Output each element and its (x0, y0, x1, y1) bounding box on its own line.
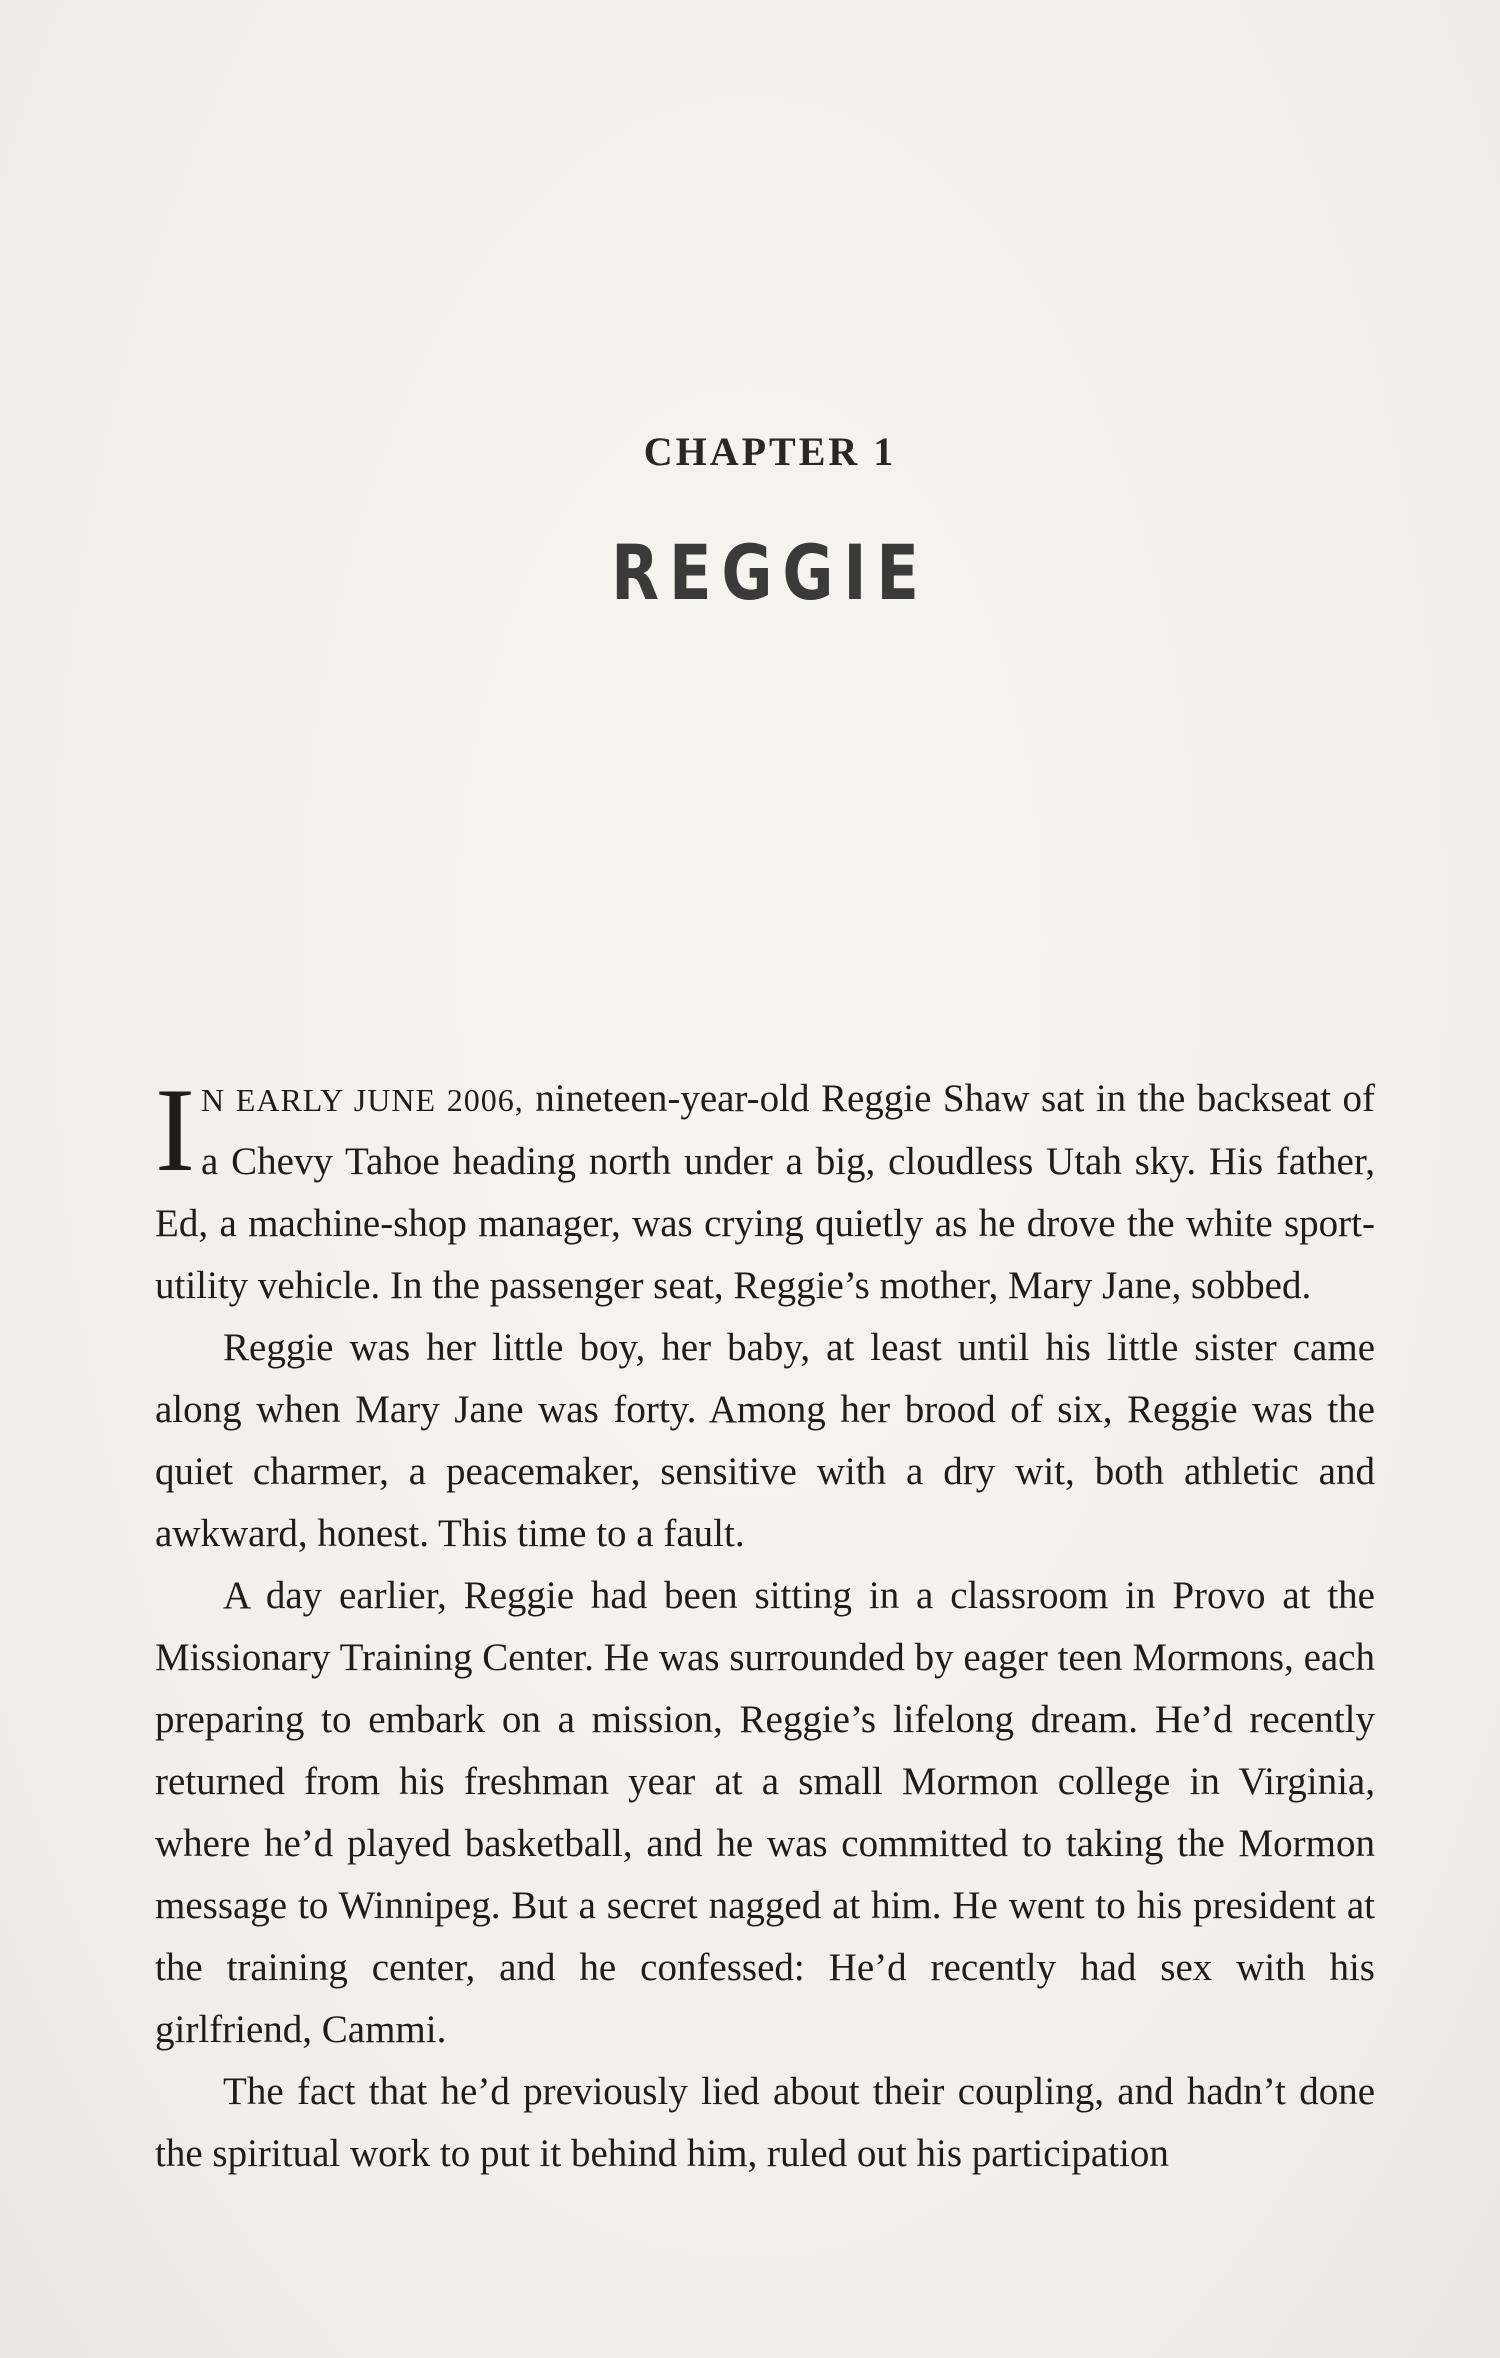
paragraph-1 (155, 1063, 1375, 1317)
chapter-label: CHAPTER 1 (643, 429, 897, 474)
drop-cap: I (155, 1063, 195, 1196)
chapter-title: REGGIE (611, 528, 929, 617)
paragraph-2: Reggie was her little boy, her baby, at least until his little sister came along when Mary Jane was forty. Among her brood of six, Reggie was the quiet charmer, a peacemaker, sensitive with a dry wit, both athletic and awkward, honest. This time to a fault. (155, 1326, 1375, 1555)
paragraph-3: A day earlier, Reggie had been sitting in a classroom in Provo at the Missionary Training Center. He was surrounded by eager teen Mormons, each preparing to embark on a mission, Reggie’s lifelong dream. He’d recently returned from his freshman year at a small Mormon college in Virginia, where he’d played basketball, and he was committed to taking the Mormon message to Winnipeg. But a secret nagged at him. He went to his president at the training center, and he confessed: He’d recently had sex with his girlfriend, Cammi. (155, 1574, 1375, 2051)
opening-smallcaps: N EARLY JUNE 2006, (200, 1082, 524, 1118)
paragraph-4: The fact that he’d previously lied about their coupling, and hadn’t done the spiritual work to put it behind him, ruled out his participation (155, 2070, 1375, 2175)
paragraph-1-text: nineteen-year-old Reggie Shaw sat in the backseat of a Chevy Tahoe heading north under a big, cloudless Utah sky. His father, Ed, a machine-shop manager, was crying quietly as he drove the white sport-utility vehicle. In the passenger seat, Reggie’s mother, Mary Jane, sobbed. (155, 1077, 1375, 1307)
body-text (155, 1063, 1375, 2185)
